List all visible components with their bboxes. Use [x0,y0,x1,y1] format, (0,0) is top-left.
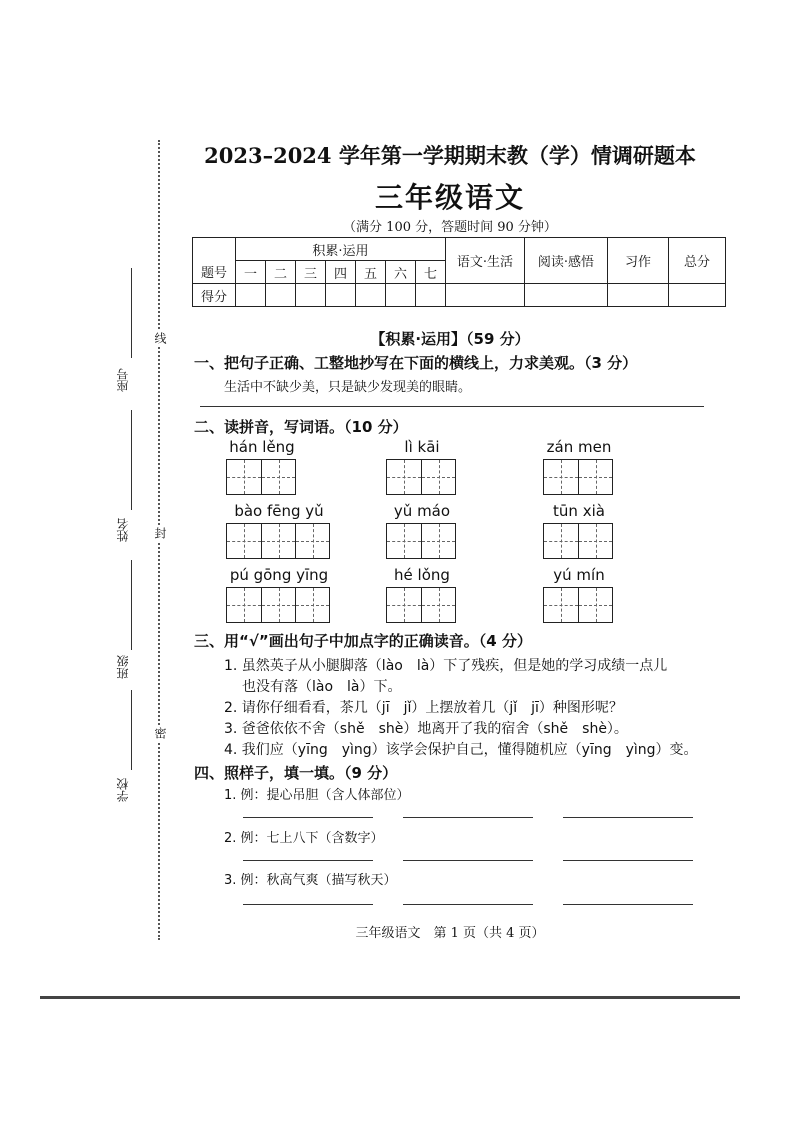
score-cell[interactable] [608,284,669,307]
q2-heading: 二、读拼音，写词语。（10 分） [194,418,408,436]
score-col-5: 五 [356,261,386,284]
q3-line-1b[interactable]: 也没有落（lào là）下。 [242,679,402,695]
score-cell[interactable] [236,284,266,307]
score-cell[interactable] [669,284,726,307]
score-cell[interactable] [525,284,608,307]
pinyin-label: pú gōng yīng [229,566,329,584]
char-grid[interactable] [226,459,296,495]
char-grid[interactable] [386,523,456,559]
char-grid[interactable] [543,523,613,559]
exam-note: （满分 100 分，答题时间 90 分钟） [343,220,557,235]
q1-answer-line[interactable] [200,406,704,407]
score-cell[interactable] [386,284,416,307]
score-group-header: 积累·运用 [236,238,446,261]
q4-blank[interactable] [403,817,533,818]
pinyin-label: zán men [546,438,612,456]
score-col-extra-4: 总分 [669,238,726,284]
score-col-extra-3: 习作 [608,238,669,284]
q3-line-2[interactable]: 2. 请你仔细看看，茶几（jī jǐ）上摆放着几（jǐ jī）种图形呢？ [224,700,623,716]
scan-edge-line [40,996,740,999]
score-col-6: 六 [386,261,416,284]
q1-sentence: 生活中不缺少美，只是缺少发现美的眼睛。 [224,380,472,395]
score-row-label: 题号 [193,261,236,284]
school-line [131,690,132,770]
pinyin-label: yǔ máo [393,502,451,520]
pinyin-label: yú mín [553,566,605,584]
q4-blank[interactable] [563,817,693,818]
q4-blank[interactable] [243,904,373,905]
q3-line-4[interactable]: 4. 我们应（yīng yìng）该学会保护自己，懂得随机应（yīng yìng）变。 [224,742,698,758]
class-line [131,560,132,650]
q4-blank[interactable] [403,860,533,861]
q1-heading: 一、把句子正确、工整地抄写在下面的横线上，力求美观。（3 分） [194,354,638,372]
name-label: 姓名 [116,518,130,542]
score-label: 得分 [193,284,236,307]
q4-blank[interactable] [243,817,373,818]
pinyin-label: tūn xià [553,502,605,520]
score-cell[interactable] [296,284,326,307]
char-grid[interactable] [386,459,456,495]
char-grid[interactable] [543,459,613,495]
score-col-7: 七 [416,261,446,284]
char-grid[interactable] [543,587,613,623]
q4-blank[interactable] [403,904,533,905]
score-col-extra-1: 语文·生活 [446,238,525,284]
q3-line-3[interactable]: 3. 爸爸依依不舍（shě shè）地离开了我的宿舍（shě shè）。 [224,721,628,737]
score-cell[interactable] [266,284,296,307]
q3-line-1[interactable]: 1. 虽然英子从小腿脚落（lào là）下了残疾，但是她的学习成绩一点儿 [224,658,668,674]
score-col-1: 一 [236,261,266,284]
score-col-3: 三 [296,261,326,284]
binding-char-secret: 密 [153,727,167,739]
part-heading: 【积累·运用】（59 分） [370,330,530,348]
score-cell[interactable] [356,284,386,307]
exam-title: 2023–2024 学年第一学期期末教（学）情调研题本 [204,143,696,168]
score-col-4: 四 [326,261,356,284]
score-col-2: 二 [266,261,296,284]
score-col-extra-2: 阅读·感悟 [525,238,608,284]
q4-example-2: 2. 例：七上八下（含数字） [224,831,384,846]
q4-heading: 四、照样子，填一填。（9 分） [194,764,398,782]
name-line [131,410,132,510]
score-cell[interactable] [446,284,525,307]
q4-example-1: 1. 例：提心吊胆（含人体部位） [224,788,410,803]
score-cell[interactable] [326,284,356,307]
binding-char-seal: 封 [153,527,167,539]
q4-blank[interactable] [563,860,693,861]
exam-subtitle: 三年级语文 [374,181,525,214]
binding-char-line: 线 [153,332,167,344]
score-cell[interactable] [416,284,446,307]
char-grid[interactable] [226,523,330,559]
pinyin-label: hé lǒng [394,566,450,584]
pinyin-label: lì kāi [404,438,440,456]
page-footer: 三年级语文 第 1 页（共 4 页） [355,926,545,941]
char-grid[interactable] [386,587,456,623]
seat-label: 座号 [116,368,130,392]
pinyin-label: hán lěng [229,438,295,456]
pinyin-label: bào fēng yǔ [234,502,324,520]
char-grid[interactable] [226,587,330,623]
q3-heading: 三、用“√”画出句子中加点字的正确读音。（4 分） [194,632,532,650]
q4-blank[interactable] [243,860,373,861]
q4-blank[interactable] [563,904,693,905]
seat-line [131,268,132,358]
class-label: 班级 [116,655,130,679]
q4-example-3: 3. 例：秋高气爽（描写秋天） [224,873,397,888]
score-table [192,237,726,307]
school-label: 学校 [116,778,130,802]
